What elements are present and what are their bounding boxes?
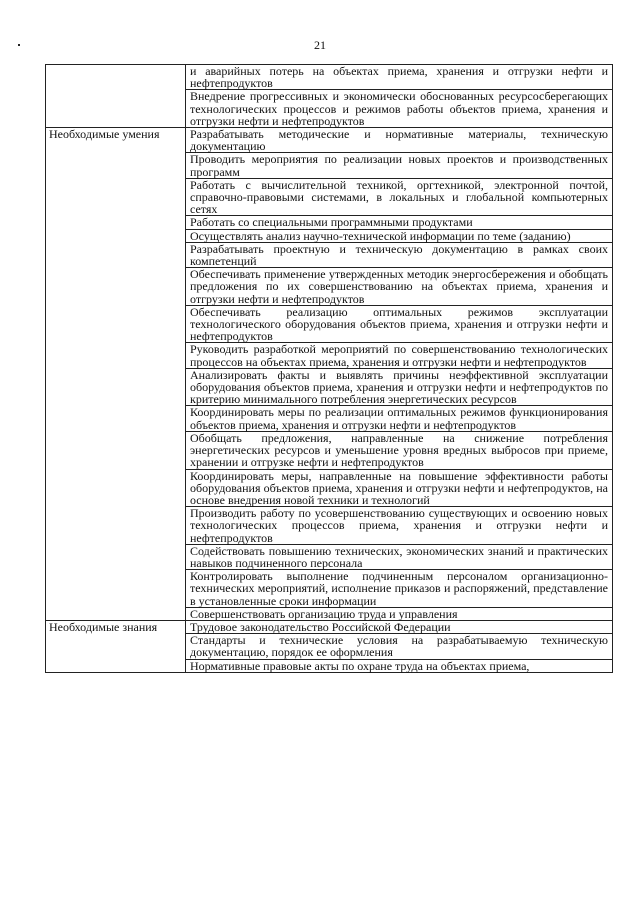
table-row: [46, 128, 613, 153]
table-cell: Работать с вычислительной техникой, оргтехникой, электронной почтой, справочно-правовыми системами, в локальных и глобальной компьютерных сетях: [186, 178, 613, 216]
table-cell: Координировать меры, направленные на повышение эффективности работы оборудования объектов приема, хранения и отгрузки нефти и нефтепродуктов, на основе внедрения новой техники и технологий: [186, 469, 613, 507]
table-cell: Координировать меры по реализации оптимальных режимов функционирования объектов приема, хранения и отгрузки нефти и нефтепродуктов: [186, 406, 613, 431]
section-label-skills: Необходимые умения: [46, 128, 186, 621]
table-cell: Обобщать предложения, направленные на снижение потребления энергетических ресурсов и уменьшение уровня вредных выбросов при приеме, хранении и отгрузке нефти и нефтепродуктов: [186, 431, 613, 469]
table-row: [46, 65, 613, 90]
table-cell: Руководить разработкой мероприятий по совершенствованию технологических процессов на объектах приема, хранения и отгрузки нефти и нефтепродуктов: [186, 343, 613, 368]
table-cell: Разрабатывать проектную и техническую документацию в рамках своих компетенций: [186, 242, 613, 267]
table-cell: Содействовать повышению технических, экономических знаний и практических навыков подчиненного персонала: [186, 544, 613, 569]
table-cell: Трудовое законодательство Российской Федерации: [186, 620, 613, 633]
competency-table: [45, 64, 613, 673]
table-cell: Внедрение прогрессивных и экономически обоснованных ресурсосберегающих технологических процессов и режимов работы объектов приема, хранения и отгрузки нефти и нефтепродуктов: [186, 90, 613, 128]
section-label-knowledge: Необходимые знания: [46, 620, 186, 672]
page-number: 21: [314, 38, 326, 52]
table-cell: Осуществлять анализ научно-технической информации по теме (заданию): [186, 229, 613, 242]
table-cell: Обеспечивать применение утвержденных методик энергосбережения и обобщать предложения по их совершенствованию на объектах приема, хранения и отгрузки нефти и нефтепродуктов: [186, 268, 613, 306]
table-cell: Проводить мероприятия по реализации новых проектов и производственных программ: [186, 153, 613, 178]
table-cell: Обеспечивать реализацию оптимальных режимов эксплуатации технологического оборудования объектов приема, хранения и отгрузки нефти и нефтепродуктов: [186, 305, 613, 343]
table-cell: Разрабатывать методические и нормативные материалы, техническую документацию: [186, 128, 613, 153]
table-cell: и аварийных потерь на объектах приема, хранения и отгрузки нефти и нефтепродуктов: [186, 65, 613, 90]
table-cell: Стандарты и технические условия на разрабатываемую техническую документацию, порядок ее оформления: [186, 634, 613, 659]
continuation-label-cell: [46, 65, 186, 128]
table-cell: Анализировать факты и выявлять причины неэффективной эксплуатации оборудования объектов приема, хранения и отгрузки нефти и нефтепродуктов по критерию минимального потребления энергетических ресурсов: [186, 368, 613, 406]
table-row: [46, 620, 613, 633]
table-cell: Производить работу по усовершенствованию существующих и освоению новых технологических процессов приема, хранения и отгрузки нефти и нефтепродуктов: [186, 507, 613, 545]
table-cell: Контролировать выполнение подчиненным персоналом организационно-технических мероприятий, исполнение приказов и распоряжений, представление в установленные сроки информации: [186, 570, 613, 608]
table-cell: Работать со специальными программными продуктами: [186, 216, 613, 229]
margin-mark: [18, 44, 20, 46]
table-cell: Совершенствовать организацию труда и управления: [186, 607, 613, 620]
table-cell: Нормативные правовые акты по охране труда на объектах приема,: [186, 659, 613, 672]
